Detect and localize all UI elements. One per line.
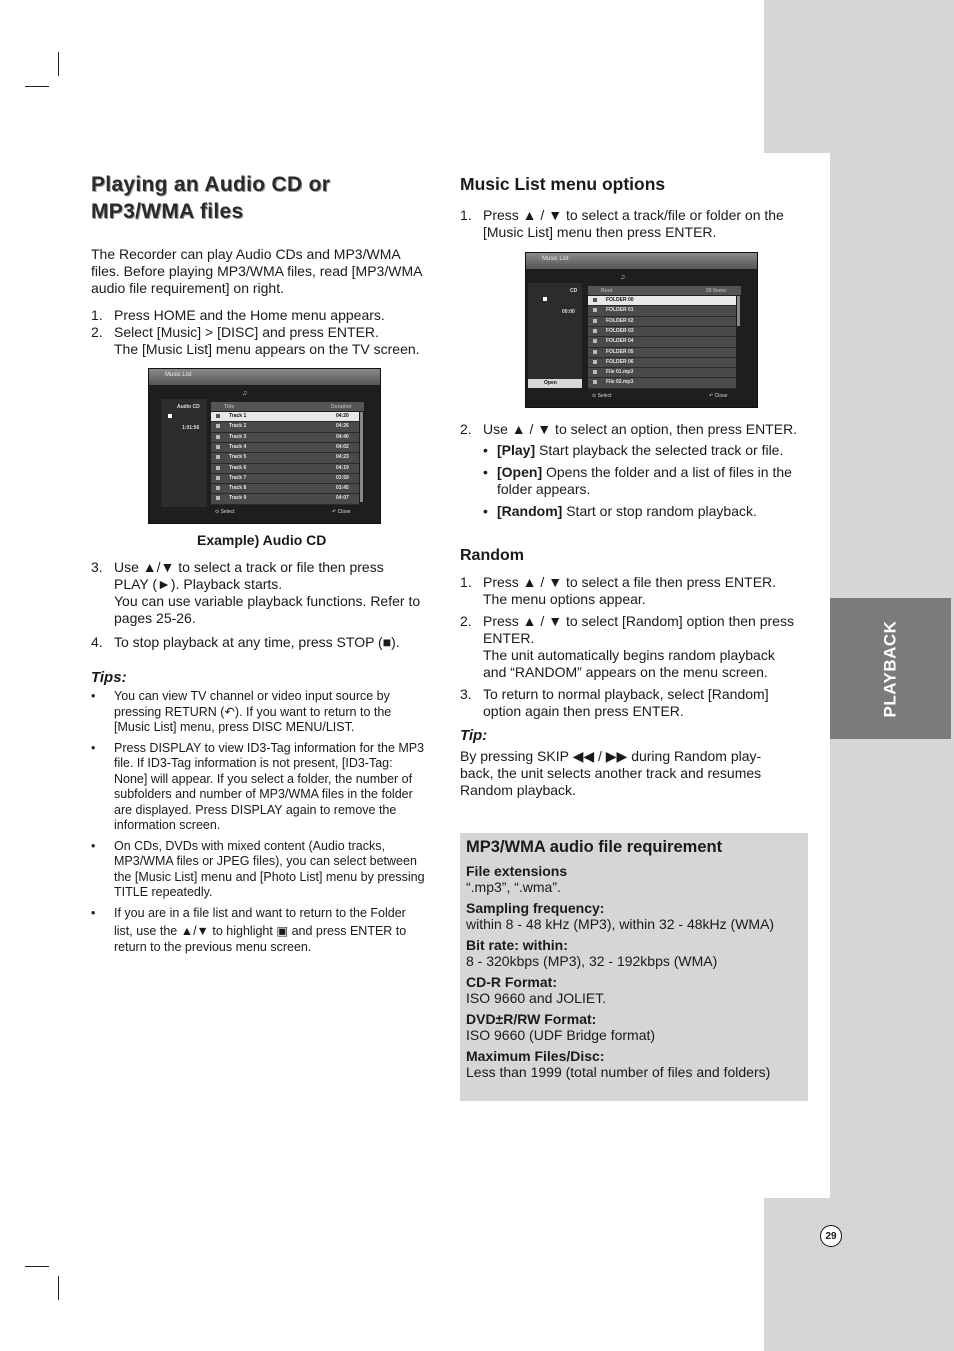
track-icon: [216, 486, 220, 490]
file-row[interactable]: [588, 337, 736, 347]
file-row[interactable]: [588, 306, 736, 316]
col-duration: Duration: [331, 404, 352, 410]
col-root: Root: [601, 288, 613, 294]
tips-list: [91, 689, 441, 955]
tip-paragraph: By pressing SKIP ◀◀ / ▶▶ during Random play- back, the unit selects another track and resumes Random playback.: [460, 748, 762, 798]
req-item: DVD±R/RW Format: ISO 9660 (UDF Bridge format): [466, 1011, 656, 1043]
options-step-2: 2. Use ▲ / ▼ to select an option, then press ENTER.: [460, 421, 798, 437]
footer-select: ⊙ Select: [215, 509, 235, 515]
disc-icon: [168, 414, 172, 418]
step-item: 2. Select [Music] > [DISC] and press ENTER.: [91, 324, 379, 340]
folder-icon: [593, 298, 597, 302]
step-3: 3. Use ▲/▼ to select a track or file then press PLAY (►). Playback starts. You can use variable playback functions. Refer to pages 25-26.: [91, 559, 421, 626]
option-item-random: • [Random] Start or stop random playback.: [483, 503, 757, 519]
file-name: File 01.mp3: [606, 369, 634, 376]
track-duration: 04:26: [336, 423, 349, 430]
track-row[interactable]: [211, 443, 359, 453]
disc-label: CD: [570, 288, 578, 294]
track-row[interactable]: [211, 453, 359, 463]
track-icon: [216, 414, 220, 418]
footer-close: ↶ Close: [332, 509, 351, 515]
req-item: File extensions “.mp3”, “.wma”.: [466, 863, 568, 895]
step-subtext: The [Music List] menu appears on the TV screen.: [114, 341, 420, 357]
col-title: Title: [224, 404, 235, 410]
track-row[interactable]: [211, 433, 359, 443]
option-item-play: • [Play] Start playback the selected track or file.: [483, 442, 784, 458]
options-step-1: 1. Press ▲ / ▼ to select a track/file or folder on the [Music List] menu then press ENTER.: [460, 207, 784, 240]
track-duration: 03:59: [336, 474, 349, 481]
total-time: 1:01:56: [182, 425, 200, 431]
random-step: 2. Press ▲ / ▼ to select [Random] option then press ENTER. The unit automatically begins random playback and “RANDOM” appears on the menu screen.: [460, 613, 794, 680]
scrollbar[interactable]: [360, 412, 363, 502]
requirement-heading: MP3/WMA audio file requirement: [466, 838, 723, 856]
track-duration: 03:45: [336, 485, 349, 492]
track-row[interactable]: [211, 484, 359, 494]
random-heading: Random: [460, 547, 524, 564]
random-step: 1. Press ▲ / ▼ to select a file then press ENTER. The menu options appear.: [460, 574, 777, 607]
track-name: Track 6: [229, 464, 247, 471]
requirement-list: [466, 863, 806, 1080]
track-row[interactable]: [211, 494, 359, 504]
folder-icon: [593, 308, 597, 312]
folder-icon: [593, 319, 597, 323]
tips-heading: Tips:: [91, 669, 127, 686]
section-tab-label: PLAYBACK: [880, 620, 900, 717]
screen-caption: Example) Audio CD: [197, 532, 327, 548]
page-title: Playing an Audio CD or MP3/WMA files: [91, 173, 331, 223]
track-duration: 04:40: [336, 433, 349, 440]
req-item: Sampling frequency: within 8 - 48 kHz (MP3), within 32 - 48kHz (WMA): [466, 900, 775, 932]
requirement-box: [460, 833, 808, 1101]
screen-title: Music List: [542, 256, 569, 262]
track-duration: 04:02: [336, 443, 349, 450]
file-row[interactable]: [588, 358, 736, 368]
file-name: FOLDER 03: [606, 327, 634, 334]
intro-paragraph: The Recorder can play Audio CDs and MP3/WMA files. Before playing MP3/WMA files, read [MP3/WMA audio file requirement] on right.: [91, 246, 423, 296]
track-icon: [216, 445, 220, 449]
track-icon: [216, 476, 220, 480]
tip-heading: Tip:: [460, 727, 488, 744]
music-list-options-heading: Music List menu options: [460, 174, 666, 194]
file-name: FOLDER 04: [606, 338, 634, 345]
total-time: 00:00: [562, 309, 575, 315]
track-name: Track 1: [229, 413, 247, 419]
step-item: 1. Press HOME and the Home menu appears.: [91, 307, 385, 323]
music-list-screen-audio-cd: [148, 368, 381, 524]
track-icon: [216, 424, 220, 428]
open-button-label: Open: [544, 380, 557, 386]
crop-mark: [58, 52, 59, 76]
file-row[interactable]: [588, 296, 736, 306]
page-number: 29: [820, 1225, 842, 1247]
req-item: CD-R Format: ISO 9660 and JOLIET.: [466, 974, 607, 1006]
req-item: Maximum Files/Disc: Less than 1999 (total number of files and folders): [466, 1048, 771, 1080]
crop-mark: [58, 1276, 59, 1300]
scrollbar[interactable]: [737, 296, 740, 326]
music-list-screen-mp3: [525, 252, 758, 408]
req-item: Bit rate: within: 8 - 320kbps (MP3), 32 - 192kbps (WMA): [466, 937, 718, 969]
track-row[interactable]: [211, 422, 359, 432]
tip-item: • Press DISPLAY to view ID3-Tag information for the MP3 file. If ID3-Tag information is not present, [ID3-Tag: None] will appear. If you select a folder, the number of subfolders and number of MP3/WMA files in the folder are displayed. Press DISPLAY again to remove the information screen.: [91, 740, 425, 832]
track-name: Track 5: [229, 454, 247, 461]
file-name: File 02.mp3: [606, 379, 634, 386]
music-note-icon: ♫: [242, 390, 248, 397]
track-name: Track 9: [229, 495, 247, 502]
file-icon: [593, 380, 597, 384]
track-row[interactable]: [211, 464, 359, 474]
track-name: Track 8: [229, 485, 247, 492]
track-name: Track 3: [229, 433, 247, 440]
file-name: FOLDER 05: [606, 348, 634, 355]
step-4: 4. To stop playback at any time, press STOP (■).: [91, 634, 400, 650]
disc-icon: [543, 297, 547, 301]
track-icon: [216, 496, 220, 500]
file-row[interactable]: [588, 317, 736, 327]
tip-item: • If you are in a file list and want to return to the Folder list, use the ▲/▼ to highlight ▣ and press ENTER to return to the previous menu screen.: [91, 905, 407, 954]
side-strip: [764, 0, 954, 153]
track-icon: [216, 455, 220, 459]
track-icon: [216, 435, 220, 439]
side-strip: [764, 1198, 954, 1351]
track-duration: 04:23: [336, 454, 349, 461]
file-row[interactable]: [588, 368, 736, 378]
folder-icon: [593, 360, 597, 364]
file-row[interactable]: [588, 348, 736, 358]
tip-item: • On CDs, DVDs with mixed content (Audio tracks, MP3/WMA files or JPEG files), you can select between the [Music List] menu and [Photo List] menu by pressing TITLE repeatedly.: [91, 838, 425, 899]
track-name: Track 4: [229, 443, 247, 450]
footer-select: ⊙ Select: [592, 393, 612, 399]
file-row[interactable]: [588, 378, 736, 388]
folder-icon: [593, 329, 597, 333]
track-name: Track 2: [229, 423, 247, 430]
random-steps: [460, 574, 810, 720]
random-step: 3. To return to normal playback, select [Random] option again then press ENTER.: [460, 686, 769, 719]
file-name: FOLDER 02: [606, 317, 634, 324]
tip-item: • You can view TV channel or video input source by pressing RETURN (↶). If you want to return to the [Music List] menu, press DISC MENU/LIST.: [91, 689, 392, 734]
file-name: FOLDER 01: [606, 307, 634, 314]
track-duration: 04:07: [336, 495, 349, 502]
music-note-icon: ♫: [620, 274, 626, 281]
folder-icon: [593, 350, 597, 354]
file-name: FOLDER 06: [606, 358, 634, 365]
crop-mark: [25, 1266, 49, 1267]
footer-close: ↶ Close: [709, 393, 728, 399]
track-icon: [216, 466, 220, 470]
file-name: FOLDER 00: [606, 297, 634, 303]
options-list: [483, 442, 813, 520]
folder-icon: [593, 339, 597, 343]
disc-label: Audio CD: [177, 404, 200, 410]
screen-title: Music List: [165, 372, 192, 378]
track-row[interactable]: [211, 474, 359, 484]
track-duration: 04:19: [336, 464, 349, 471]
crop-mark: [25, 86, 49, 87]
track-row[interactable]: [211, 412, 359, 422]
steps-list: [91, 307, 451, 358]
file-icon: [593, 370, 597, 374]
file-row[interactable]: [588, 327, 736, 337]
track-name: Track 7: [229, 474, 247, 481]
col-count: 20 Items: [706, 288, 727, 294]
track-duration: 04:20: [336, 413, 349, 419]
screen-left-panel: [528, 283, 582, 388]
option-item-open: • [Open] Opens the folder and a list of files in the folder appears.: [483, 464, 792, 497]
